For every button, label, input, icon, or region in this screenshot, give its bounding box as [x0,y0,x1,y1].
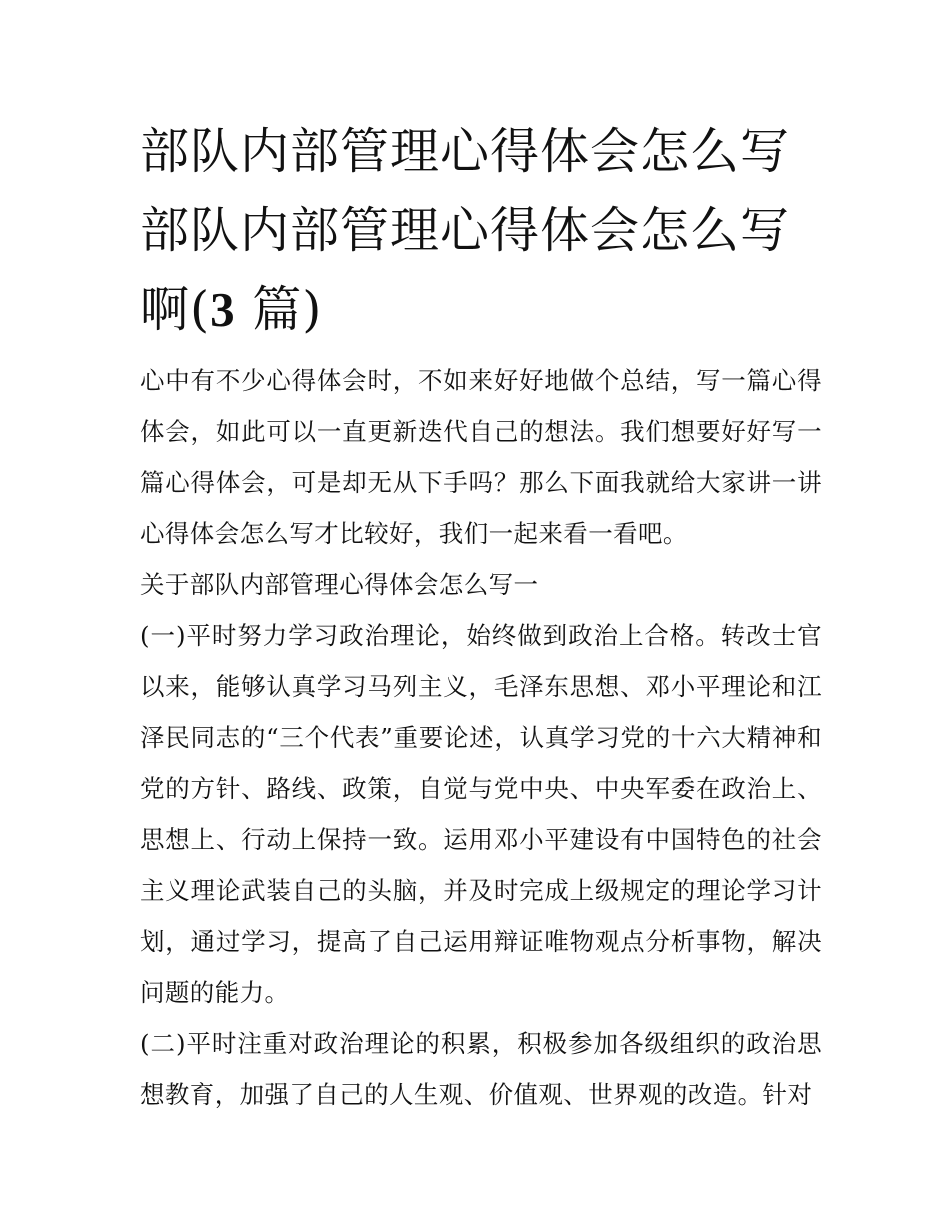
intro-paragraph: 心中有不少心得体会时，不如来好好地做个总结，写一篇心得体会，如此可以一直更新迭代自己的想法。我们想要好好写一篇心得体会，可是却无从下手吗？那么下面我就给大家讲一讲心得体会怎么写才比较好，我们一起来看一看吧。 [140,366,822,548]
document-body [140,355,822,1120]
body-paragraph-2: (二)平时注重对政治理论的积累，积极参加各级组织的政治思想教育，加强了自己的人生观、价值观、世界观的改造。针对 [140,1029,822,1109]
body-paragraph-1: (一)平时努力学习政治理论，始终做到政治上合格。转改士官以来，能够认真学习马列主义，毛泽东思想、邓小平理论和江泽民同志的“三个代表”重要论述，认真学习党的十六大精神和党的方针、路线、政策，自觉与党中央、中央军委在政治上、思想上、行动上保持一致。运用邓小平建设有中国特色的社会主义理论武装自己的头脑，并及时完成上级规定的理论学习计划，通过学习，提高了自己运用辩证唯物观点分析事物，解决问题的能力。 [140,621,822,1007]
title-line-3-suffix: 篇) [235,281,323,338]
document-title [140,112,820,349]
title-line-2: 部队内部管理心得体会怎么写 [140,202,791,259]
section-heading: 关于部队内部管理心得体会怎么写一 [140,570,539,599]
title-line-1: 部队内部管理心得体会怎么写 [140,123,791,180]
title-line-3-prefix: 啊( [140,281,211,338]
title-line-3-number: 3 [210,282,236,337]
